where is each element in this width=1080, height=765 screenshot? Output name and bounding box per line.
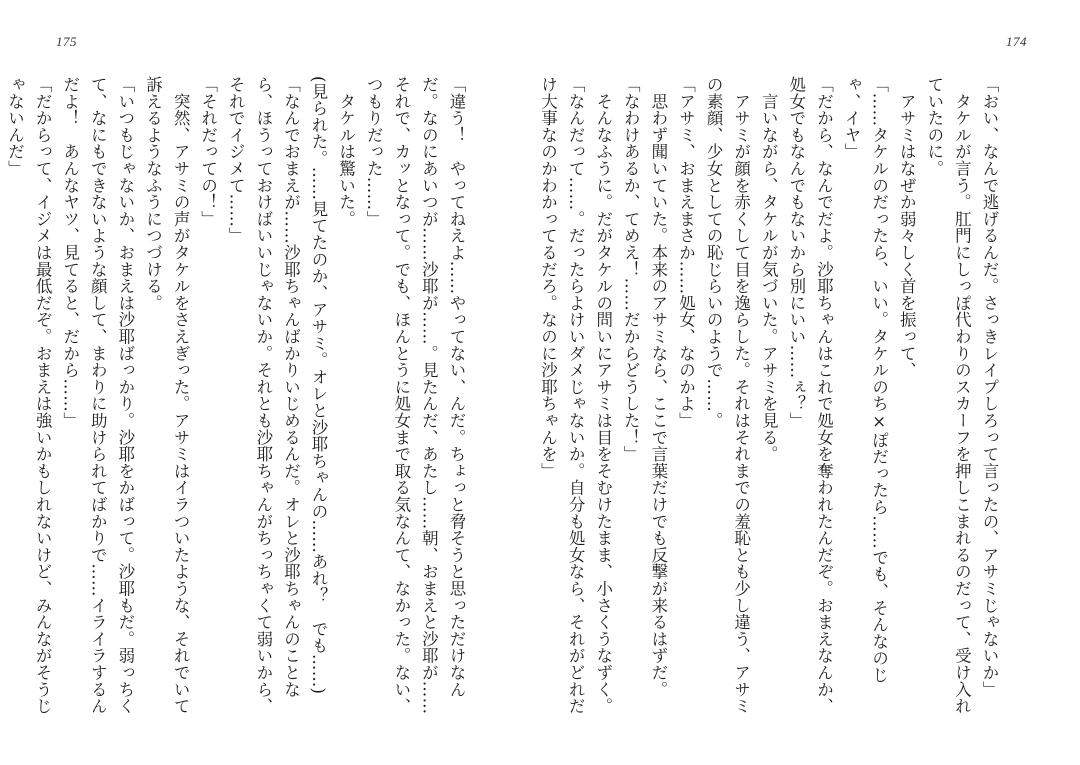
right-page-body xyxy=(538,76,1003,716)
paragraph: 突然、アサミの声がタケルをさえぎった。アサミはイラついたような、それでいて訴えるようなふうにつづける。 xyxy=(143,76,191,715)
paragraph: そんなふうに。だがタケルの問いにアサミは目をそむけたまま、小さくうなずく。 xyxy=(593,76,613,715)
right-page xyxy=(540,0,1080,765)
paragraph: 「いつもじゃないか、おまえは沙耶ばっかり。沙耶をかばって。沙耶もだ。弱っちくて、なにもできないような顔して、まわりに助けられてばかりで……イライラするんだよ！ あんなヤツ、見てると、だから……」 xyxy=(60,76,135,715)
paragraph: 「……タケルのだったら、いい。タケルのち×ぽだったら……でも、そんなのじゃ、イヤ」 xyxy=(842,76,889,684)
paragraph: 「それだっての！」 xyxy=(198,76,218,228)
paragraph: アサミが顔を赤くして目を逸らした。それはそれまでの羞恥とも少し違う、アサミの素顔、少女としての恥じらいのようで……。 xyxy=(704,76,751,715)
paragraph: 「なんだって……。だったらよけいダメじゃないか。自分も処女なら、それがどれだけ大事なのかわかってるだろ。なのに沙耶ちゃんを」 xyxy=(538,76,586,715)
paragraph: 「なわけあるか、てめえ！……だからどうした！」 xyxy=(621,76,641,463)
paragraph: 「だから、なんでだよ。沙耶ちゃんはこれで処女を奪われたんだぞ。おまえなんか、処女でもなんでもないから別にいい……ぇ？」 xyxy=(786,76,834,715)
paragraph: 「違う！ やってねえよ……やってない、んだ。ちょっと脅そうと思っただけなんだ。なのにあいつが……沙耶が……。見たんだ、あたし……朝、おまえと沙耶が……それで、カッとなって。でも、ほんとうに処女まで取る気なんて、なかった。ない、つもりだった……」 xyxy=(364,76,466,715)
paragraph: 「だからって、イジメは最低だぞ。おまえは強いかもしれないけど、みんながそうじゃないんだ」 xyxy=(5,76,53,715)
paragraph: タケルが言う。肛門にしっぽ代わりのスカーフを押しこまれるのだって、受け入れていたのに。 xyxy=(924,76,972,715)
paragraph: 「なんでおまえが……沙耶ちゃんばかりいじめるんだ。オレと沙耶ちゃんのことなら、ほうっておけばいいじゃないか。それとも沙耶ちゃんがちっちゃくて弱いから、それでイジメて……」 xyxy=(226,76,301,715)
page-number-left: 175 xyxy=(56,34,77,49)
left-page-body xyxy=(5,76,470,716)
paragraph: 「おい、なんで逃げるんだ。さっきレイプしろって言ったの、アサミじゃないか」 xyxy=(980,76,999,698)
paragraph: (見られた。……見てたのか、アサミ。オレと沙耶ちゃんの……あれ？ でも……) xyxy=(309,76,329,695)
paragraph: アサミはなぜか弱々しく首を振って、 xyxy=(897,76,917,379)
paragraph: 「アサミ、おまえまさか……処女、なのかよ」 xyxy=(676,76,696,429)
paragraph: タケルは驚いた。 xyxy=(336,76,356,228)
paragraph: 言いながら、タケルが気づいた。アサミを見る。 xyxy=(759,76,779,463)
paragraph: 思わず聞いていた。本来のアサミなら、ここで言葉だけでも反撃が来るはずだ。 xyxy=(648,76,668,698)
page-number-right: 174 xyxy=(1006,34,1027,49)
